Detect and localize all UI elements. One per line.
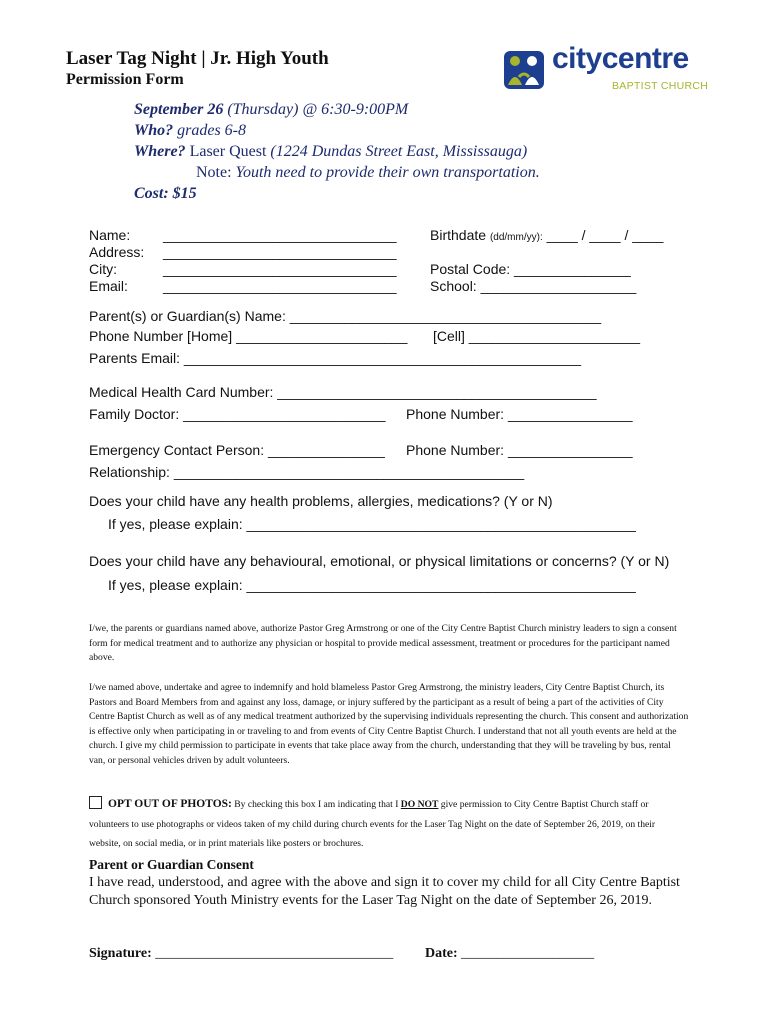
people-icon xyxy=(502,47,548,93)
consent-text: I have read, understood, and agree with the above and sign it to cover my child for all City Centre Baptist Church sponsored Youth Ministry events for the Laser Tag Night on the date of September 26, 2019. xyxy=(89,875,680,908)
logo-tagline: BAPTIST CHURCH xyxy=(612,80,709,92)
address-field[interactable]: ______________________________ xyxy=(163,244,397,260)
opt-out-do-not: DO NOT xyxy=(400,799,439,810)
medical-authorization-paragraph: I/we, the parents or guardians named above, authorize Pastor Greg Armstrong or one of the City Centre Baptist Church ministry leaders to sign a consent form for medical treatment and to authorize any physician or hospital to provide medical assessment, treatment or procedures for the participant named above. xyxy=(89,623,677,664)
date-line: ___________________ xyxy=(457,946,595,961)
signature-field[interactable] xyxy=(89,946,393,962)
health-question: Does your child have any health problems, allergies, medications? (Y or N) xyxy=(89,493,553,509)
city-label: City: xyxy=(89,261,117,277)
health-card-field[interactable]: Medical Health Card Number: _________________________________________ xyxy=(89,384,597,400)
note-value: Youth need to provide their own transportation. xyxy=(231,164,540,181)
event-who xyxy=(134,122,246,140)
behaviour-question: Does your child have any behavioural, emotional, or physical limitations or concerns? (Y or N) xyxy=(89,553,670,569)
phone-home-field[interactable]: Phone Number [Home] ______________________ xyxy=(89,328,408,344)
event-date-rest: (Thursday) @ 6:30-9:00PM xyxy=(223,101,409,118)
email-field[interactable]: ______________________________ xyxy=(163,278,397,294)
health-explain-field[interactable]: If yes, please explain: __________________________________________________ xyxy=(108,516,636,532)
event-cost: Cost: $15 xyxy=(134,185,197,202)
who-label: Who? xyxy=(134,122,174,139)
emergency-phone-field[interactable]: Phone Number: ________________ xyxy=(406,442,633,458)
emergency-contact-field[interactable]: Emergency Contact Person: _______________ xyxy=(89,442,385,458)
email-label: Email: xyxy=(89,278,128,294)
where-address: (1224 Dundas Street East, Mississauga) xyxy=(266,143,528,160)
postal-code-field[interactable]: Postal Code: _______________ xyxy=(430,261,631,277)
event-date xyxy=(134,101,408,119)
opt-out-text-after: give permission to City Centre Baptist Church staff or volunteers to use photographs or videos taken of my child during church events for the Laser Tag Night on the date of September 26, 2019, on their website, on social media, or in print materials like posters or brochures. xyxy=(89,799,656,850)
where-place: Laser Quest xyxy=(185,143,267,160)
signature-line: __________________________________ xyxy=(151,946,394,961)
event-where xyxy=(134,143,527,161)
name-field[interactable]: ______________________________ xyxy=(163,227,397,243)
school-field[interactable]: School: ____________________ xyxy=(430,278,637,294)
form-subtitle: Permission Form xyxy=(66,71,184,88)
behaviour-explain-field[interactable]: If yes, please explain: __________________________________________________ xyxy=(108,577,636,593)
opt-out-text xyxy=(89,795,689,854)
relationship-field[interactable]: Relationship: _____________________________________________ xyxy=(89,464,525,480)
birthdate-line: ____ / ____ / ____ xyxy=(546,227,664,243)
parents-name-field[interactable]: Parent(s) or Guardian(s) Name: ________________________________________ xyxy=(89,308,602,324)
phone-cell-field[interactable]: [Cell] ______________________ xyxy=(433,328,641,344)
event-note xyxy=(196,164,540,182)
consent-heading: Parent or Guardian Consent xyxy=(89,857,254,872)
family-doctor-field[interactable]: Family Doctor: __________________________ xyxy=(89,406,386,422)
church-logo xyxy=(502,44,717,96)
note-label: Note: xyxy=(196,164,232,181)
form-title: Laser Tag Night | Jr. High Youth xyxy=(66,48,329,69)
birthdate-label: Birthdate xyxy=(430,227,487,243)
city-field[interactable]: ______________________________ xyxy=(163,261,397,277)
date-label: Date: xyxy=(425,946,458,961)
date-field[interactable] xyxy=(425,946,594,962)
opt-out-label: OPT OUT OF PHOTOS: xyxy=(108,798,232,810)
name-label: Name: xyxy=(89,227,131,243)
birthdate-format: (dd/mm/yy): xyxy=(489,232,543,243)
birthdate-field[interactable] xyxy=(430,227,663,243)
where-label: Where? xyxy=(134,143,186,160)
doctor-phone-field[interactable]: Phone Number: ________________ xyxy=(406,406,633,422)
parents-email-field[interactable]: Parents Email: ___________________________________________________ xyxy=(89,350,582,366)
signature-label: Signature: xyxy=(89,946,152,961)
indemnity-paragraph: I/we named above, undertake and agree to indemnify and hold blameless Pastor Greg Armstrong, the ministry leaders, City Centre Baptist Church, its Pastors and Board Members from and against any loss, damage, or injury suffered by the participant as a result of being a part of the activities of City Centre Baptist Church as well as of any medical treatment authorized by the supervising individuals representing the church. This consent and authorization is effective only when participating in or traveling to and from events of City Centre Baptist Church. I understand that not all youth events are held at the church. I give my child permission to participate in events that take place away from the church, understanding that they will be traveling by bus, rental van, or personal vehicles driven by adult volunteers. xyxy=(89,682,689,766)
address-label: Address: xyxy=(89,244,145,260)
event-date-bold: September 26 xyxy=(134,101,224,118)
opt-out-text-before: By checking this box I am indicating that I xyxy=(231,799,401,810)
logo-name: citycentre xyxy=(552,42,689,75)
who-value: grades 6-8 xyxy=(173,122,247,139)
